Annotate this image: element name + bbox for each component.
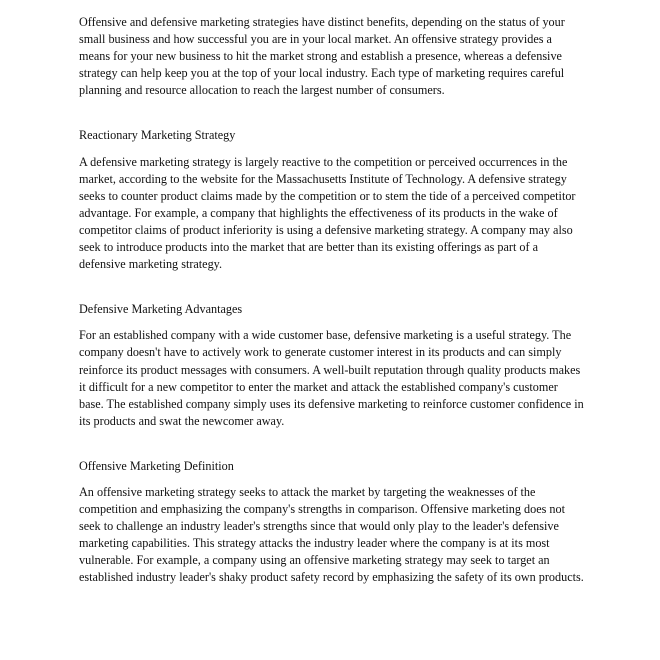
section-heading: Offensive Marketing Definition — [79, 458, 234, 473]
section-heading: Defensive Marketing Advantages — [79, 302, 243, 317]
document-page — [79, 14, 585, 587]
intro-paragraph: Offensive and defensive marketing strategies have distinct benefits, depending on the status of your small business and how successful you are in your local market. An offensive strategy provides a means for your new business to hit the market strong and establish a presence, whereas a defensive strategy can help keep you at the top of your local industry. Each type of marketing requires careful planning and resource allocation to reach the largest number of consumers. — [79, 15, 565, 98]
section-defensive-marketing-advantages — [79, 301, 585, 430]
section-paragraph: A defensive marketing strategy is largely reactive to the competition or perceived occurrences in the market, according to the website for the Massachusetts Institute of Technology. A defensive strategy seeks to counter product claims made by the competition or to stem the tide of a perceived competitor advantage. For example, a company that highlights the effectiveness of its products in the wake of competitor claims of product inferiority is using a defensive marketing strategy. A company may also seek to introduce products into the market that are better than its existing offerings as part of a defensive marketing strategy. — [79, 154, 576, 272]
section-paragraph: For an established company with a wide customer base, defensive marketing is a useful strategy. The company doesn't have to actively work to generate customer interest in its products and can simply reinforce its product messages with consumers. A well-built reputation through quality products makes it difficult for a new competitor to enter the market and attack the established company's customer base. The established company simply uses its defensive marketing to reinforce customer confidence in its products and swat the newcomer away. — [79, 328, 584, 428]
section-reactionary-marketing-strategy — [79, 127, 585, 273]
section-paragraph: An offensive marketing strategy seeks to attack the market by targeting the weaknesses of the competition and emphasizing the company's strengths in comparison. Offensive marketing does not seek to challenge an industry leader's strengths since that would only play to the leader's defensive marketing capabilities. This strategy attacks the industry leader where the company is at its most vulnerable. For example, a company using an offensive marketing strategy may seek to target an established industry leader's shaky product safety record by emphasizing the safety of its own products. — [79, 484, 584, 585]
section-heading: Reactionary Marketing Strategy — [79, 128, 236, 143]
section-offensive-marketing-definition — [79, 458, 585, 587]
